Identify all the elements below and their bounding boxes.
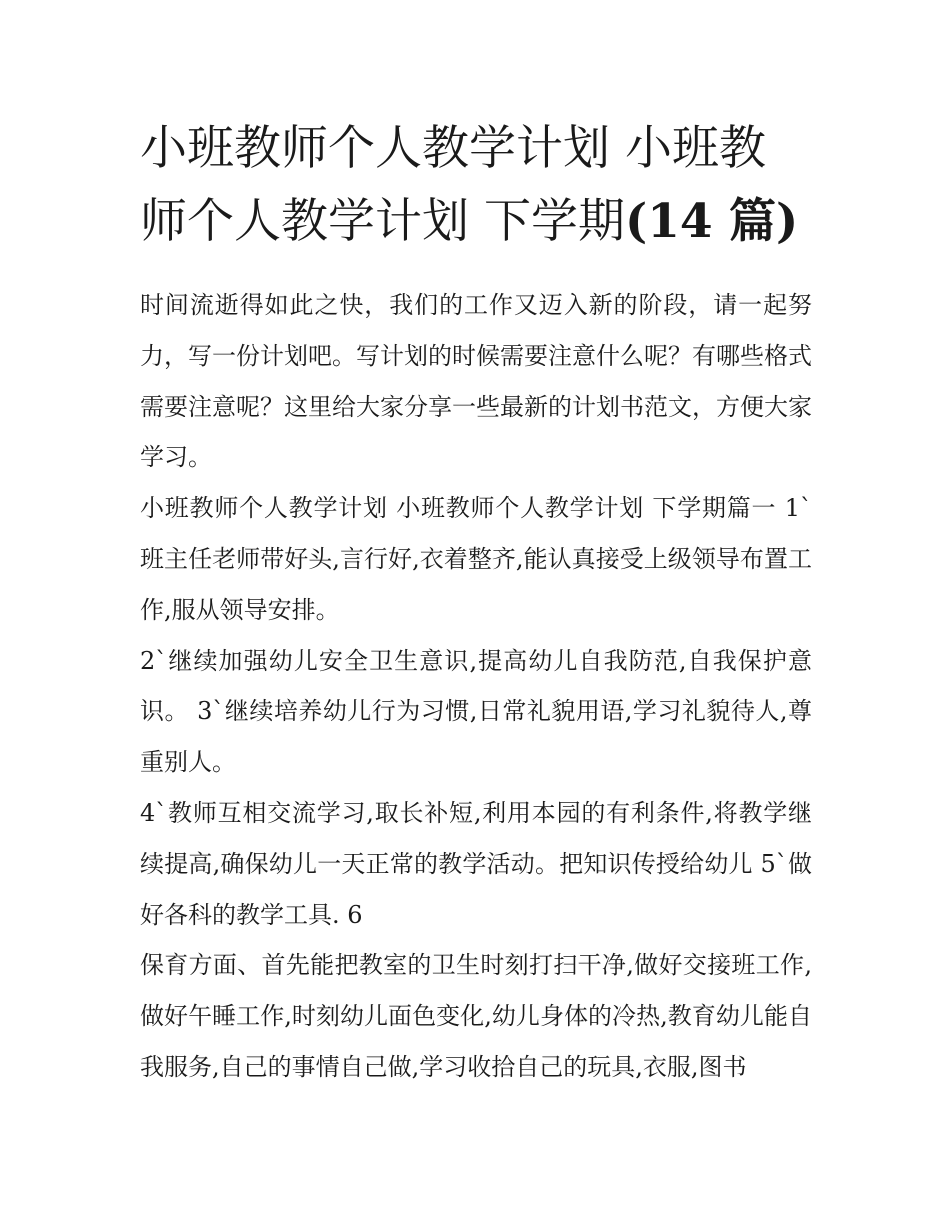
intro-paragraph: 时间流逝得如此之快，我们的工作又迈入新的阶段，请一起努力，写一份计划吧。写计划的时候需要注意什么呢？有哪些格式需要注意呢？这里给大家分享一些最新的计划书范文，方便大家学习。: [140, 291, 812, 472]
body-paragraph-3: 4`教师互相交流学习,取长补短,利用本园的有利条件,将教学继续提高,确保幼儿一天正常的教学活动。把知识传授给幼儿 5`做好各科的教学工具. 6: [140, 798, 812, 929]
body-paragraph-1: 小班教师个人教学计划 小班教师个人教学计划 下学期篇一 1`班主任老师带好头,言行好,衣着整齐,能认真接受上级领导布置工作,服从领导安排。: [140, 494, 812, 624]
body-paragraph-4: 保育方面、首先能把教室的卫生时刻打扫干净,做好交接班工作,做好午睡工作,时刻幼儿面色变化,幼儿身体的冷热,教育幼儿能自我服务,自己的事情自己做,学习收拾自己的玩具,衣服,图书: [140, 951, 812, 1081]
document-title-suffix: (14 篇): [624, 194, 799, 249]
document-page: [140, 112, 812, 1093]
document-title: [140, 112, 812, 258]
document-title-main: 小班教师个人教学计划 小班教师个人教学计划 下学期: [140, 121, 766, 249]
body-paragraph-2: 2`继续加强幼儿安全卫生意识,提高幼儿自我防范,自我保护意识。 3`继续培养幼儿行为习惯,日常礼貌用语,学习礼貌待人,尊重别人。: [140, 646, 812, 777]
